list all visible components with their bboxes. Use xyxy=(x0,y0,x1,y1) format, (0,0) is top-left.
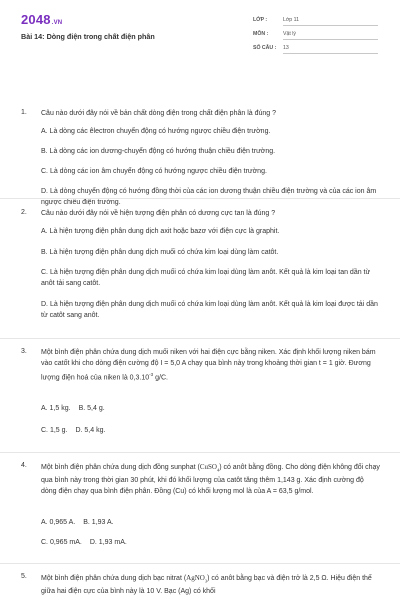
question-number: 5. xyxy=(21,573,27,580)
option-d[interactable]: D. 1,93 mA. xyxy=(89,539,127,546)
logo-text: 2048 xyxy=(21,12,51,27)
question-text-rest: ) có anôt bằng bạc và điện trở là 2,5 Ω. Hiệu điện thế giữa hai điện cực của bình này là 10 V. Bạc (Ag) có khối xyxy=(41,575,372,596)
option-b[interactable]: B. 5,4 g. xyxy=(78,405,105,412)
count-label: SỐ CÂU : xyxy=(253,45,277,51)
option-b[interactable]: B. 1,93 A. xyxy=(83,519,114,526)
separator xyxy=(0,198,400,199)
logo-suffix: .VN xyxy=(51,20,63,26)
options-row-2 xyxy=(41,538,381,549)
option-a[interactable]: A. Là dòng các êlectron chuyển động có hướng ngược chiều điện trường. xyxy=(41,128,271,135)
class-label: LỚP : xyxy=(253,17,268,23)
subject-value: Vật lý xyxy=(283,31,296,37)
option-c[interactable]: C. 0,965 mA. xyxy=(41,539,82,546)
exponent: -3 xyxy=(149,371,154,377)
question-text: Câu nào dưới đây nói về hiện tượng điện phân có dương cực tan là đúng ? xyxy=(41,210,276,217)
question-text-main: Một bình điện phân chứa dung dịch muối niken với hai điện cực bằng niken. Xác định khối lượng niken bám vào catốt khi cho dòng điện cường độ I = 5,0 A chạy qua bình này trong khoảng thời gian t = 1 giờ. Đương lượng điện hoá của niken là 0,3.10 xyxy=(41,349,376,381)
chemical-formula: CuSO xyxy=(199,463,217,471)
option-b[interactable]: B. Là dòng các ion dương-chuyển động có hướng thuận chiều điện trường. xyxy=(41,148,276,155)
question-text-start: Một bình điện phân chứa dung dịch bạc nitrat ( xyxy=(41,575,187,582)
count-value: 13 xyxy=(283,45,289,51)
option-b[interactable]: B. Là hiện tượng điện phân dung dịch muối có chứa kim loại dùng làm catôt. xyxy=(41,249,279,256)
question-number: 1. xyxy=(21,109,27,116)
question-number: 4. xyxy=(21,462,27,469)
formula-subscript: 3 xyxy=(204,578,208,584)
subject-label: MÔN : xyxy=(253,31,269,37)
option-a[interactable]: A. 0,965 A. xyxy=(41,519,76,526)
question-text xyxy=(41,462,381,498)
question-number: 2. xyxy=(21,209,27,216)
count-underline xyxy=(283,53,378,54)
option-d[interactable]: D. Là dòng chuyển động có hướng đồng thời của các ion dương thuận chiều điện trường và của các ion âm ngược chiều điện trường. xyxy=(41,188,377,206)
separator xyxy=(0,452,400,453)
separator xyxy=(0,563,400,564)
question-text xyxy=(41,573,381,598)
option-a[interactable]: A. Là hiện tượng điện phân dung dịch axit hoặc bazơ với điện cực là graphit. xyxy=(41,228,280,235)
separator xyxy=(0,338,400,339)
chemical-formula: AgNO xyxy=(186,574,205,582)
option-d[interactable]: D. 5,4 kg. xyxy=(75,427,106,434)
option-c[interactable]: C. Là hiện tượng điện phân dung dịch muối có chứa kim loại dùng làm anôt. Kết quả là kim loại tan dần từ anôt tải sang catôt. xyxy=(41,269,371,287)
site-logo[interactable] xyxy=(21,12,62,27)
question-text-rest: ) có anôt bằng đồng. Cho dòng điện không đổi chạy qua bình này trong thời gian 30 phút, khi đó khối lượng của catôt tăng thêm 1,143 g. Xác định cường độ dòng điện chạy qua bình điện phân. Đồng (Cu) có khối lượng mol là của A = 63,5 g/mol. xyxy=(41,464,380,495)
options-row-1 xyxy=(41,404,381,415)
option-d[interactable]: D. Là hiện tượng điện phân dung dịch muối có chứa kim loại dùng làm anôt. Kết quả là kim loại được tải dần từ catôt sang anôt. xyxy=(41,301,378,319)
question-number: 3. xyxy=(21,348,27,355)
class-underline xyxy=(283,25,378,26)
question-text-unit: g/C. xyxy=(153,373,168,381)
lesson-title: Bài 14: Dòng điện trong chất điện phân xyxy=(21,32,155,41)
options-row-1 xyxy=(41,518,381,529)
page-header xyxy=(0,0,400,62)
option-a[interactable]: A. 1,5 kg. xyxy=(41,405,71,412)
class-value: Lớp 11 xyxy=(283,17,299,23)
formula-subscript: 4 xyxy=(216,467,220,473)
option-c[interactable]: C. 1,5 g. xyxy=(41,427,68,434)
question-text xyxy=(41,348,381,384)
question-text-start: Một bình điện phân chứa dung dịch đồng sunphat ( xyxy=(41,464,200,471)
options-row-2 xyxy=(41,426,381,437)
option-c[interactable]: C. Là dòng các ion âm chuyển động có hướng ngược chiều điện trường. xyxy=(41,168,267,175)
question-text: Câu nào dưới đây nói về bản chất dòng điện trong chất điện phân là đúng ? xyxy=(41,110,277,117)
subject-underline xyxy=(283,39,378,40)
